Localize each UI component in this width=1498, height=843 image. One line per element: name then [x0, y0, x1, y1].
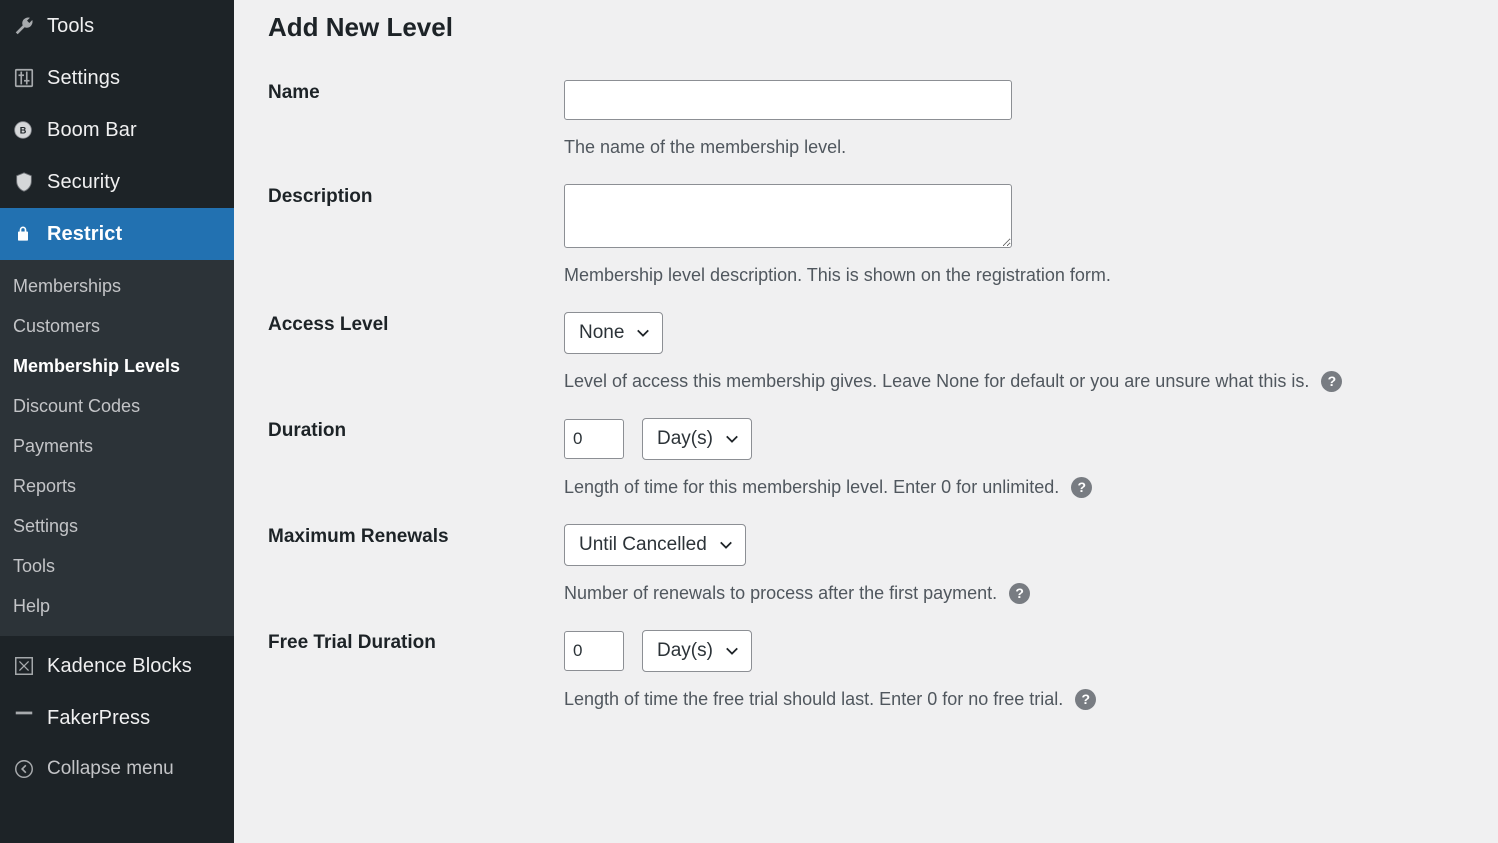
description-description: [564, 262, 1488, 288]
free-trial-duration-label: Free Trial Duration: [268, 632, 436, 653]
svg-text:B: B: [19, 125, 27, 136]
collapse-menu-button[interactable]: [0, 744, 234, 794]
chevron-down-icon: [636, 326, 650, 340]
description-label: Description: [268, 186, 373, 207]
sidebar-item-fakerpress[interactable]: [0, 692, 234, 744]
help-icon[interactable]: ?: [1071, 477, 1092, 498]
sidebar-item-tools[interactable]: [0, 0, 234, 52]
submenu-item-memberships[interactable]: Memberships: [13, 276, 122, 296]
sidebar-item-security[interactable]: [0, 156, 234, 208]
free-trial-duration-description: [564, 686, 1488, 712]
submenu-item-payments[interactable]: Payments: [13, 436, 94, 456]
access-level-description: [564, 368, 1488, 394]
maximum-renewals-field-cell: [564, 512, 1498, 618]
sidebar-item-label: Security: [47, 170, 121, 193]
main-content: [234, 0, 1498, 843]
sidebar-item-label: Boom Bar: [47, 118, 137, 141]
description-field-cell: [564, 172, 1498, 300]
free-trial-duration-unit-selected-value: Day(s): [657, 640, 713, 661]
sidebar-item-label: Tools: [47, 14, 95, 37]
submenu-item-discount-codes[interactable]: Discount Codes: [13, 396, 141, 416]
add-level-form: [234, 68, 1498, 724]
duration-controls: [564, 418, 1488, 460]
maximum-renewals-description-text: Number of renewals to process after the first payment.: [564, 583, 998, 603]
access-level-select[interactable]: [564, 312, 663, 354]
sliders-icon: [13, 67, 47, 89]
access-level-label: Access Level: [268, 314, 389, 335]
form-row-description: [234, 172, 1498, 300]
submenu-item-customers[interactable]: Customers: [13, 316, 101, 336]
form-row-duration: [234, 406, 1498, 512]
description-description-text: Membership level description. This is shown on the registration form.: [564, 265, 1111, 285]
sidebar-item-restrict[interactable]: [0, 208, 234, 260]
sidebar-item-settings[interactable]: [0, 52, 234, 104]
access-level-description-text: Level of access this membership gives. Leave None for default or you are unsure what this is.: [564, 371, 1310, 391]
kadence-icon: [13, 655, 47, 677]
sidebar-item-label: Settings: [47, 66, 121, 89]
sidebar-bottom-group: [0, 640, 234, 794]
maximum-renewals-select[interactable]: [564, 524, 746, 566]
name-input[interactable]: [564, 80, 1012, 120]
submenu-item-settings[interactable]: Settings: [13, 516, 79, 536]
access-level-field-cell: [564, 300, 1498, 406]
free-trial-duration-description-text: Length of time the free trial should last. Enter 0 for no free trial.: [564, 689, 1064, 709]
submenu-item-reports[interactable]: Reports: [13, 476, 77, 496]
maximum-renewals-label: Maximum Renewals: [268, 526, 449, 547]
duration-unit-selected-value: Day(s): [657, 428, 713, 449]
sidebar-item-label: FakerPress: [47, 706, 151, 729]
duration-description: [564, 474, 1488, 500]
wrench-icon: [13, 15, 47, 37]
maximum-renewals-description: [564, 580, 1488, 606]
sidebar-item-label: Restrict: [47, 222, 123, 245]
boom-bar-icon: [13, 120, 47, 140]
free-trial-duration-input[interactable]: [564, 631, 624, 671]
free-trial-duration-unit-select[interactable]: [642, 630, 752, 672]
chevron-down-icon: [719, 538, 733, 552]
help-icon[interactable]: ?: [1321, 371, 1342, 392]
help-icon[interactable]: ?: [1009, 583, 1030, 604]
maximum-renewals-selected-value: Until Cancelled: [579, 534, 707, 555]
fakerpress-icon: [13, 707, 47, 729]
name-description: [564, 134, 1488, 160]
form-row-free-trial-duration: [234, 618, 1498, 724]
sidebar-item-label: Kadence Blocks: [47, 654, 192, 677]
sidebar-top-group: [0, 0, 234, 260]
duration-unit-select[interactable]: [642, 418, 752, 460]
name-description-text: The name of the membership level.: [564, 137, 847, 157]
submenu-item-membership-levels[interactable]: Membership Levels: [13, 356, 181, 376]
collapse-arrow-icon: [13, 758, 47, 780]
duration-field-cell: [564, 406, 1498, 512]
form-row-maximum-renewals: [234, 512, 1498, 618]
page-title: Add New Level: [268, 12, 453, 42]
submenu-item-tools[interactable]: Tools: [13, 556, 56, 576]
collapse-menu-label: Collapse menu: [47, 758, 174, 779]
lock-icon: [13, 224, 47, 244]
duration-label: Duration: [268, 420, 347, 441]
description-textarea[interactable]: [564, 184, 1012, 248]
sidebar-item-boom-bar[interactable]: [0, 104, 234, 156]
submenu-item-help[interactable]: Help: [13, 596, 51, 616]
sidebar-item-kadence-blocks[interactable]: [0, 640, 234, 692]
form-row-name: [234, 68, 1498, 172]
access-level-selected-value: None: [579, 322, 625, 343]
free-trial-duration-controls: [564, 630, 1488, 672]
chevron-down-icon: [725, 644, 739, 658]
shield-icon: [13, 171, 47, 193]
name-field-cell: [564, 68, 1498, 172]
duration-description-text: Length of time for this membership level. Enter 0 for unlimited.: [564, 477, 1060, 497]
form-row-access-level: [234, 300, 1498, 406]
chevron-down-icon: [725, 432, 739, 446]
free-trial-duration-field-cell: [564, 618, 1498, 724]
name-label: Name: [268, 82, 320, 103]
help-icon[interactable]: ?: [1075, 689, 1096, 710]
restrict-submenu: [0, 260, 234, 636]
duration-input[interactable]: [564, 419, 624, 459]
admin-sidebar: [0, 0, 234, 843]
